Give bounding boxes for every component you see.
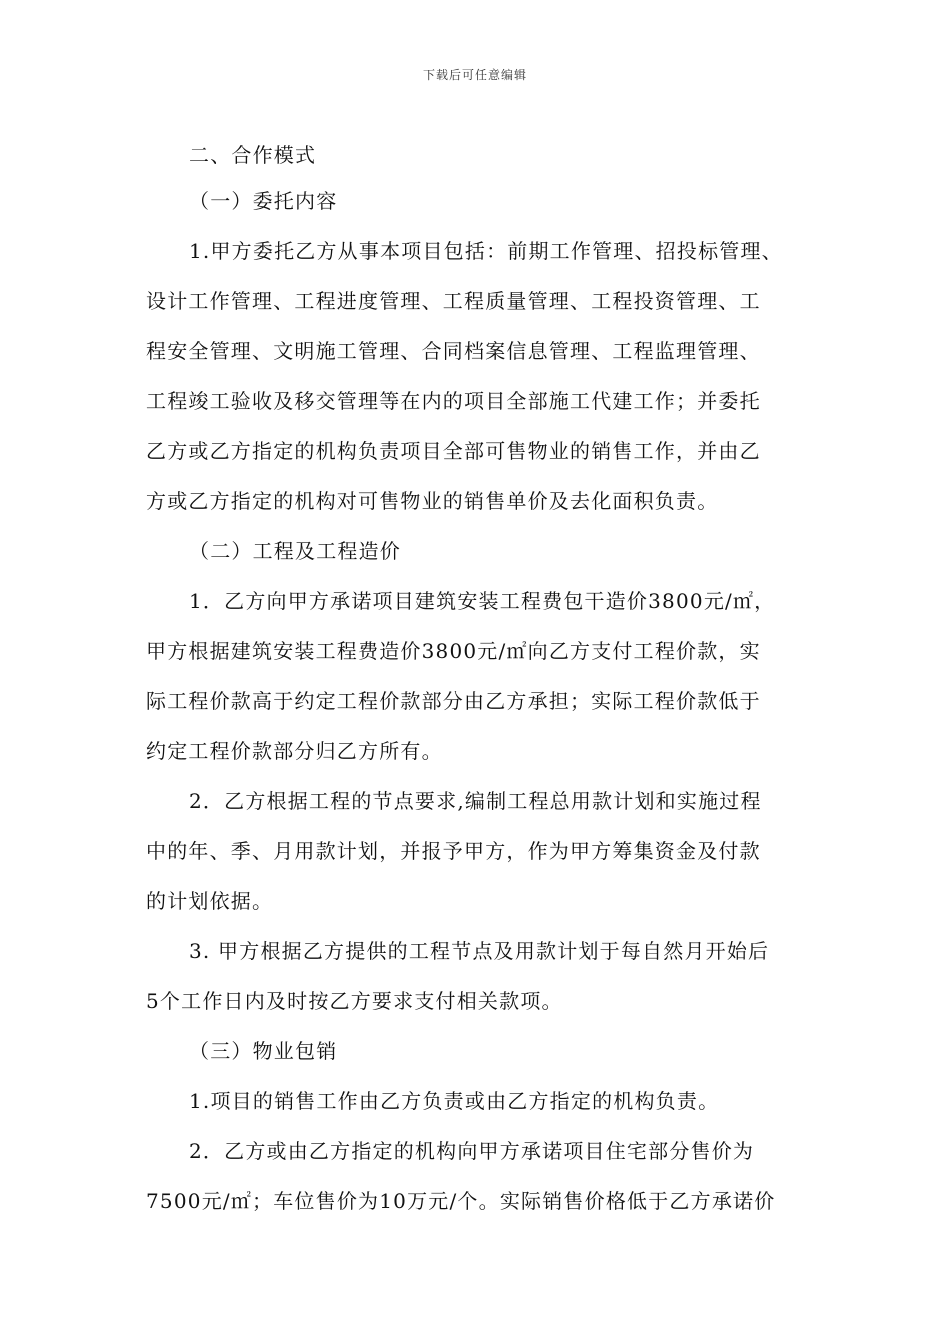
paragraph-line: 中的年、季、月用款计划，并报予甲方，作为甲方筹集资金及付款	[146, 839, 761, 863]
paragraph-line: 5个工作日内及时按乙方要求支付相关款项。	[146, 989, 563, 1013]
subsection-heading-project-cost: （二）工程及工程造价	[189, 539, 401, 563]
paragraph-line: 2．乙方或由乙方指定的机构向甲方承诺项目住宅部分售价为	[189, 1139, 755, 1163]
paragraph-line: 2．乙方根据工程的节点要求,编制工程总用款计划和实施过程	[189, 789, 762, 813]
header-note: 下载后可任意编辑	[422, 68, 527, 82]
paragraph-line: 设计工作管理、工程进度管理、工程质量管理、工程投资管理、工	[146, 289, 761, 313]
paragraph-line: 3. 甲方根据乙方提供的工程节点及用款计划于每自然月开始后	[189, 939, 770, 963]
subsection-heading-property-sales: （三）物业包销	[189, 1039, 338, 1063]
paragraph-line: 7500元/㎡；车位售价为10万元/个。实际销售价格低于乙方承诺价	[146, 1189, 776, 1213]
paragraph-line: 乙方或乙方指定的机构负责项目全部可售物业的销售工作，并由乙	[146, 439, 761, 463]
paragraph-line: 程安全管理、文明施工管理、合同档案信息管理、工程监理管理、	[146, 339, 761, 363]
paragraph-line: 1.甲方委托乙方从事本项目包括：前期工作管理、招投标管理、	[189, 239, 783, 263]
paragraph-line: 约定工程价款部分归乙方所有。	[146, 739, 443, 763]
paragraph-line: 1．乙方向甲方承诺项目建筑安装工程费包干造价3800元/㎡，	[189, 589, 776, 613]
paragraph-line: 际工程价款高于约定工程价款部分由乙方承担；实际工程价款低于	[146, 689, 761, 713]
paragraph-line: 工程竣工验收及移交管理等在内的项目全部施工代建工作；并委托	[146, 389, 761, 413]
paragraph-line: 的计划依据。	[146, 889, 274, 913]
subsection-heading-entrusted-content: （一）委托内容	[189, 189, 338, 213]
section-heading-cooperation-mode: 二、合作模式	[189, 143, 317, 167]
paragraph-line: 甲方根据建筑安装工程费造价3800元/㎡向乙方支付工程价款，实	[146, 639, 761, 663]
paragraph-line: 方或乙方指定的机构对可售物业的销售单价及去化面积负责。	[146, 489, 719, 513]
paragraph-line: 1.项目的销售工作由乙方负责或由乙方指定的机构负责。	[189, 1089, 720, 1113]
